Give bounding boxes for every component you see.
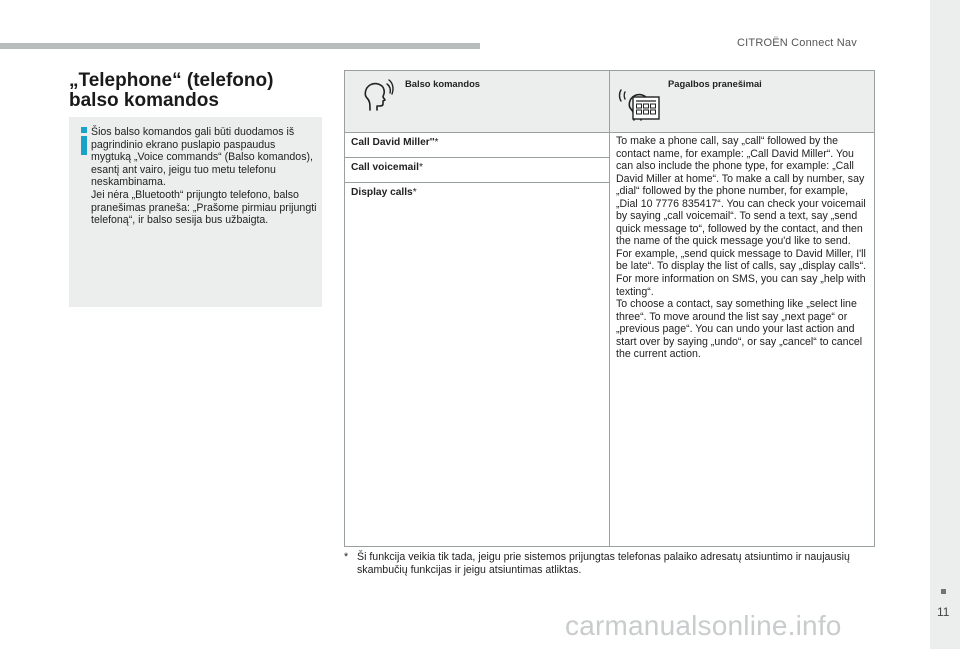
help-message-text: To make a phone call, say „call“ followed by the contact name, for example: „Call David Miller“. You can also include the phone type, for example: „Call David Miller at home“. To make a call by number, say „dial“ followed by the phone number, for example, „Dial 10 7776 835417“. You can check your voicemail by saying „call voicemail“. To send a text, say „send quick message to“, followed by the contact, and then the name of the quick message you'd like to send. For example, „send quick message to David Miller, I'll be late“. To display the list of calls, say „display calls“. For more information on SMS, you can say „help with texting“. To choose a contact, say something like „select line three“. To move around the list say „next page“ or „previous page“. You can undo your last action and start over by saying „undo“, or say „cancel“ to cancel the current action. bbox=[616, 135, 867, 361]
column-header-label: Balso komandos bbox=[405, 78, 481, 89]
column-divider bbox=[609, 132, 610, 546]
column-header-label: Pagalbos pranešimai bbox=[668, 78, 762, 89]
row-divider bbox=[345, 182, 609, 183]
info-text bbox=[91, 126, 317, 227]
side-marker-icon bbox=[941, 589, 946, 594]
info-box bbox=[69, 117, 322, 307]
table-header-help bbox=[610, 71, 874, 132]
info-icon bbox=[80, 127, 88, 155]
voice-command-icon bbox=[358, 75, 394, 115]
command-call-voicemail: Call voicemail* bbox=[351, 162, 423, 173]
side-strip bbox=[930, 0, 960, 649]
page-number: 11 bbox=[937, 605, 950, 619]
page-title: „Telephone“ (telefono) balso komandos bbox=[69, 70, 274, 111]
info-paragraph: Šios balso komandos gali būti duodamos iš pagrindinio ekrano puslapio paspaudus mygtuką „Voice commands“ (Balso komandos), esantį ant vairo, jeigu tuo metu telefonu neskambinama. Jei nėra „Bluetooth“ prijungto telefono, balso pranešimas praneša: „Prašome pirmiau prijungti telefoną“, ir balso sesija bus užbaigta. bbox=[91, 126, 317, 227]
row-divider bbox=[345, 157, 609, 158]
voice-command-table bbox=[344, 70, 875, 547]
brand-label: CITROËN Connect Nav bbox=[737, 37, 857, 49]
footnote-marker: * bbox=[344, 551, 349, 563]
command-call-contact: Call David Miller''* bbox=[351, 137, 439, 148]
voice-help-message-icon bbox=[616, 75, 662, 127]
footnote-text: Ši funkcija veikia tik tada, jeigu prie sistemos prijungtas telefonas palaiko adresatų atsiuntimo ir naujausių skambučių funkcijas ir jeigu atsiuntimas atliktas. bbox=[357, 551, 850, 576]
command-display-calls: Display calls* bbox=[351, 187, 417, 198]
header-rule bbox=[0, 43, 480, 49]
watermark: carmanualsonline.info bbox=[565, 610, 842, 641]
header-divider bbox=[345, 132, 874, 133]
table-header-commands bbox=[345, 71, 610, 132]
